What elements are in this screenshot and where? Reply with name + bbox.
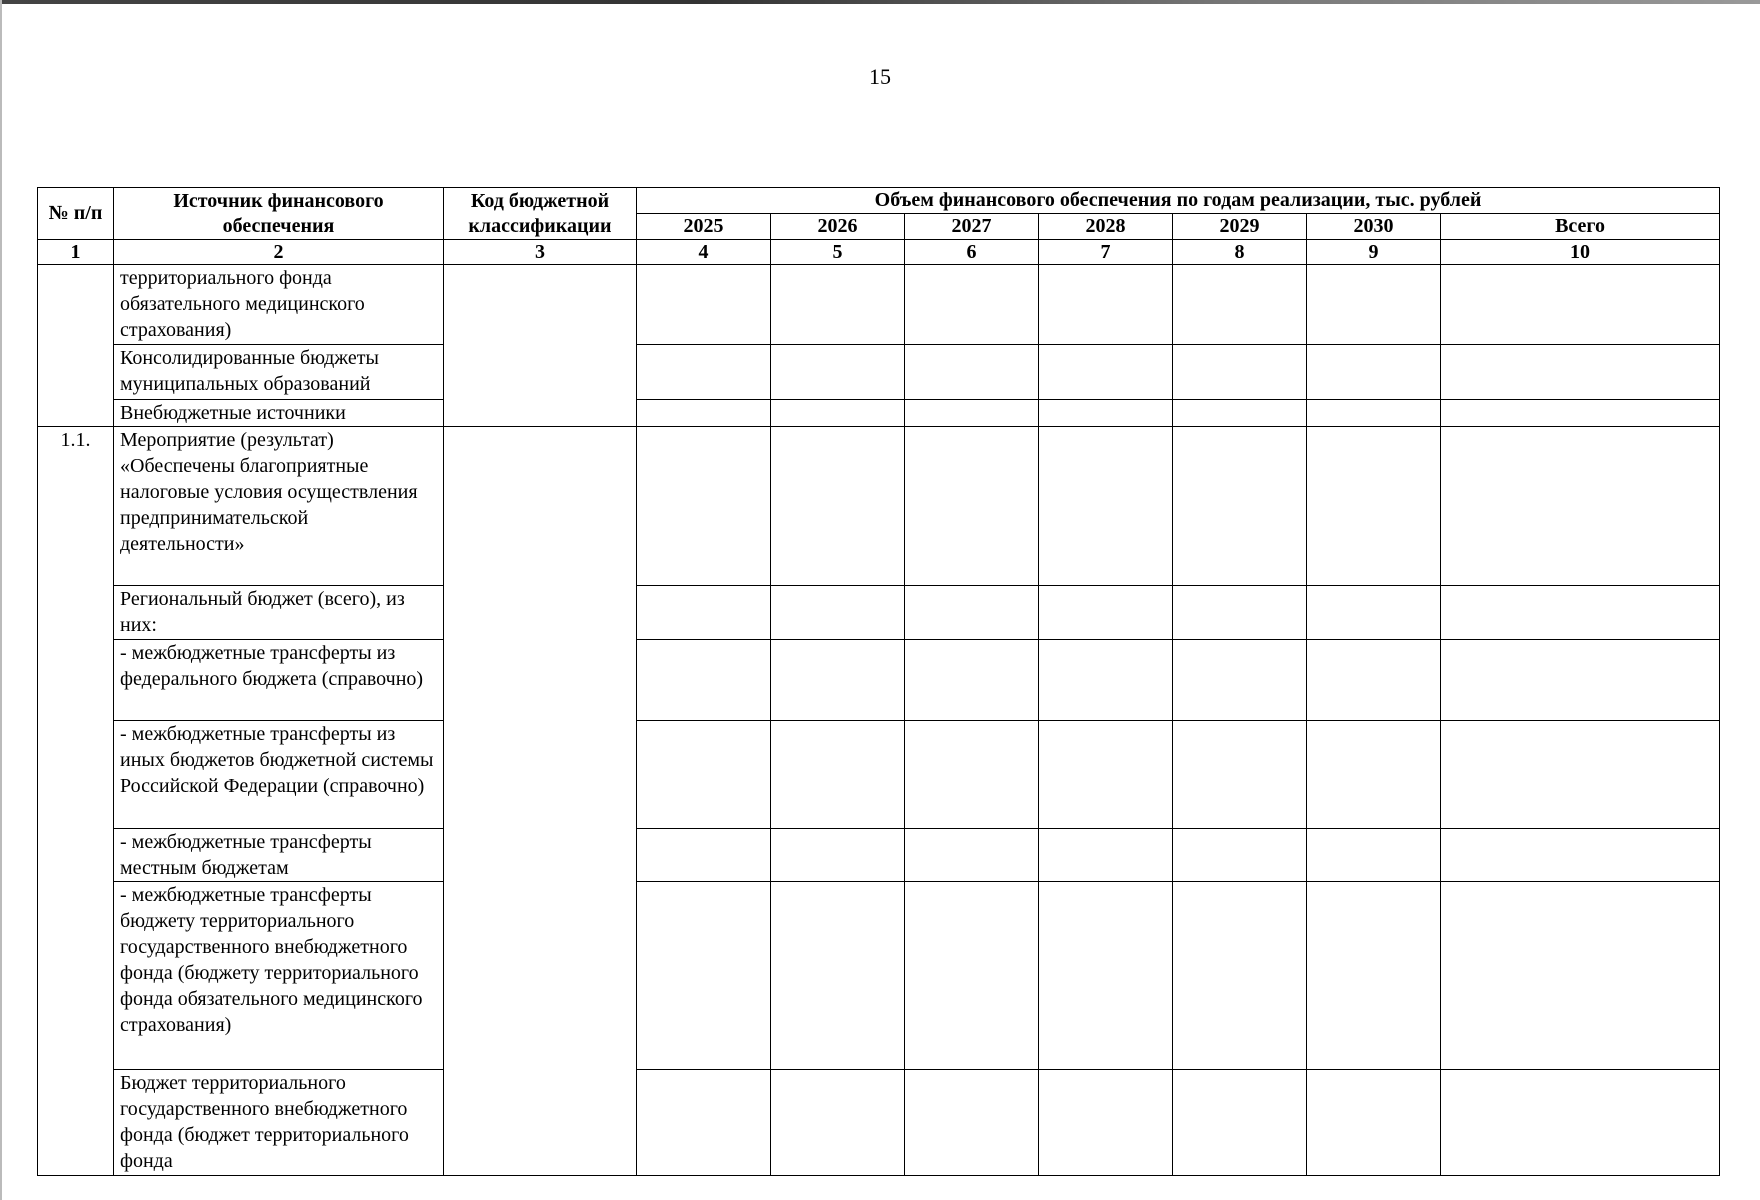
- table-row: [38, 882, 1720, 1070]
- value-cell: [1039, 265, 1173, 345]
- table-row: [38, 721, 1720, 829]
- value-cell: [637, 721, 771, 829]
- column-number: 10: [1441, 240, 1720, 265]
- header-year: 2030: [1307, 214, 1441, 240]
- value-cell: [771, 426, 905, 585]
- value-cell: [1173, 721, 1307, 829]
- value-cell: [1307, 640, 1441, 721]
- financing-table: [37, 187, 1720, 1176]
- value-cell: [771, 345, 905, 399]
- table-row: [38, 640, 1720, 721]
- value-cell: [1173, 829, 1307, 882]
- header-total: Всего: [1441, 214, 1720, 240]
- header-year: 2028: [1039, 214, 1173, 240]
- header-source: Источник финансового обеспечения: [114, 188, 444, 240]
- source-cell: Бюджет территориального государственного внебюджетного фонда (бюджет территориального фонда: [114, 1070, 444, 1176]
- value-cell: [1307, 882, 1441, 1070]
- header-num: № п/п: [38, 188, 114, 240]
- column-number: 9: [1307, 240, 1441, 265]
- value-cell: [1173, 426, 1307, 585]
- page-number: 15: [869, 64, 891, 89]
- header-year: 2027: [905, 214, 1039, 240]
- source-cell: Внебюджетные источники: [114, 399, 444, 426]
- total-cell: [1441, 585, 1720, 639]
- value-cell: [771, 1070, 905, 1176]
- table-row: [38, 345, 1720, 399]
- table-row: [38, 1070, 1720, 1176]
- table-row: [38, 399, 1720, 426]
- value-cell: [1173, 265, 1307, 345]
- header-year: 2025: [637, 214, 771, 240]
- column-number: 7: [1039, 240, 1173, 265]
- column-number: 4: [637, 240, 771, 265]
- value-cell: [905, 829, 1039, 882]
- source-cell: - межбюджетные трансферты местным бюджетам: [114, 829, 444, 882]
- value-cell: [1039, 345, 1173, 399]
- value-cell: [1307, 399, 1441, 426]
- value-cell: [1173, 882, 1307, 1070]
- total-cell: [1441, 721, 1720, 829]
- value-cell: [905, 265, 1039, 345]
- value-cell: [771, 882, 905, 1070]
- value-cell: [1307, 426, 1441, 585]
- code-cell: [444, 426, 637, 1175]
- value-cell: [637, 345, 771, 399]
- value-cell: [1039, 721, 1173, 829]
- table-row: [38, 829, 1720, 882]
- header-code: Код бюджетной классификации: [444, 188, 637, 240]
- table-row: [38, 426, 1720, 585]
- value-cell: [771, 399, 905, 426]
- value-cell: [1307, 1070, 1441, 1176]
- column-number: 2: [114, 240, 444, 265]
- total-cell: [1441, 345, 1720, 399]
- value-cell: [905, 721, 1039, 829]
- value-cell: [1039, 829, 1173, 882]
- source-cell: территориального фонда обязательного медицинского страхования): [114, 265, 444, 345]
- value-cell: [1039, 426, 1173, 585]
- value-cell: [637, 426, 771, 585]
- value-cell: [1307, 265, 1441, 345]
- value-cell: [637, 640, 771, 721]
- value-cell: [1039, 1070, 1173, 1176]
- value-cell: [905, 345, 1039, 399]
- value-cell: [905, 1070, 1039, 1176]
- value-cell: [1039, 585, 1173, 639]
- total-cell: [1441, 426, 1720, 585]
- left-border-rule: [0, 0, 2, 1200]
- value-cell: [637, 882, 771, 1070]
- row-number: [38, 265, 114, 427]
- value-cell: [771, 721, 905, 829]
- value-cell: [1307, 829, 1441, 882]
- source-cell: - межбюджетные трансферты из федерального бюджета (справочно): [114, 640, 444, 721]
- table-row: [38, 265, 1720, 345]
- value-cell: [1307, 721, 1441, 829]
- total-cell: [1441, 882, 1720, 1070]
- top-border-rule: [0, 0, 1760, 4]
- column-number: 3: [444, 240, 637, 265]
- value-cell: [771, 640, 905, 721]
- total-cell: [1441, 1070, 1720, 1176]
- source-cell: Региональный бюджет (всего), из них:: [114, 585, 444, 639]
- total-cell: [1441, 829, 1720, 882]
- total-cell: [1441, 640, 1720, 721]
- value-cell: [1173, 585, 1307, 639]
- value-cell: [771, 265, 905, 345]
- source-cell: - межбюджетные трансферты из иных бюджетов бюджетной системы Российской Федерации (справочно): [114, 721, 444, 829]
- header-year: 2026: [771, 214, 905, 240]
- value-cell: [1173, 640, 1307, 721]
- column-number: 1: [38, 240, 114, 265]
- value-cell: [1173, 345, 1307, 399]
- source-cell: - межбюджетные трансферты бюджету территориального государственного внебюджетного фонда (бюджету территориального фонда обязательного медицинского страхования): [114, 882, 444, 1070]
- header-volume: Объем финансового обеспечения по годам реализации, тыс. рублей: [637, 188, 1720, 214]
- value-cell: [905, 882, 1039, 1070]
- value-cell: [905, 640, 1039, 721]
- value-cell: [1307, 345, 1441, 399]
- source-cell: Мероприятие (результат) «Обеспечены благоприятные налоговые условия осуществления предпринимательской деятельности»: [114, 426, 444, 585]
- row-number: 1.1.: [38, 426, 114, 1175]
- code-cell: [444, 265, 637, 427]
- value-cell: [1039, 640, 1173, 721]
- value-cell: [905, 426, 1039, 585]
- value-cell: [771, 829, 905, 882]
- total-cell: [1441, 265, 1720, 345]
- total-cell: [1441, 399, 1720, 426]
- column-number: 6: [905, 240, 1039, 265]
- column-number: 8: [1173, 240, 1307, 265]
- source-cell: Консолидированные бюджеты муниципальных образований: [114, 345, 444, 399]
- value-cell: [1039, 399, 1173, 426]
- value-cell: [1173, 399, 1307, 426]
- value-cell: [637, 265, 771, 345]
- value-cell: [1307, 585, 1441, 639]
- header-year: 2029: [1173, 214, 1307, 240]
- value-cell: [637, 399, 771, 426]
- table-row: [38, 585, 1720, 639]
- value-cell: [637, 585, 771, 639]
- column-number: 5: [771, 240, 905, 265]
- value-cell: [771, 585, 905, 639]
- value-cell: [1039, 882, 1173, 1070]
- value-cell: [637, 1070, 771, 1176]
- value-cell: [1173, 1070, 1307, 1176]
- value-cell: [637, 829, 771, 882]
- value-cell: [905, 399, 1039, 426]
- value-cell: [905, 585, 1039, 639]
